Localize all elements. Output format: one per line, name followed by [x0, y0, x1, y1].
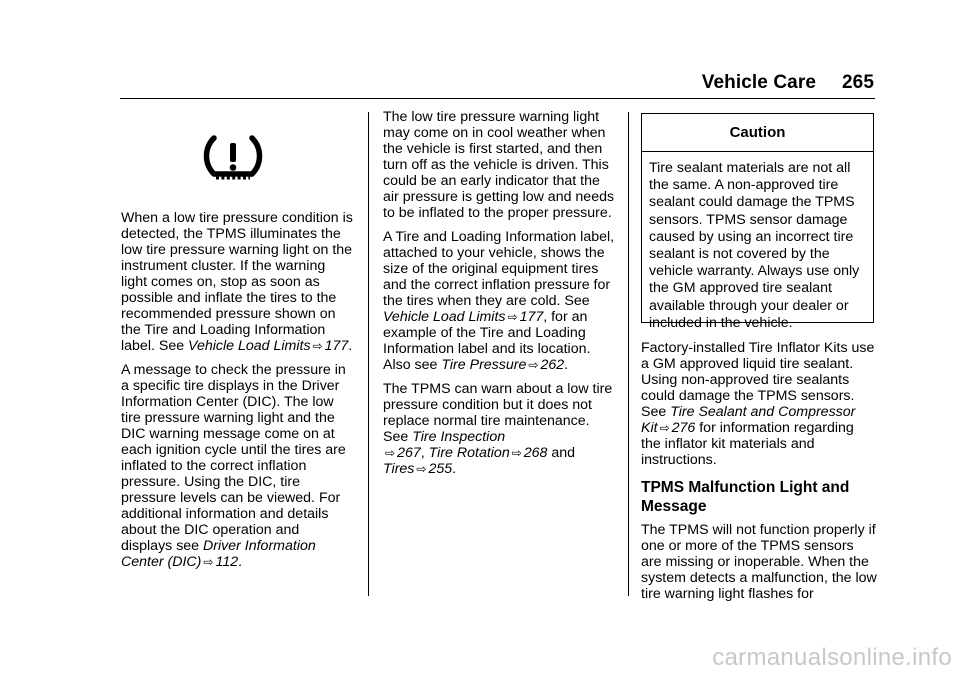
- paragraph: Factory-installed Tire Inflator Kits use a GM approved liquid tire sealant. Using non-approved tire sealants could damage the TPMS sensors. See Tire Sealant and Compressor Kit ⇨ 276 for information regarding the inflator kit materials and instructions.: [641, 340, 875, 468]
- page-reference[interactable]: 112: [215, 554, 239, 570]
- cross-reference-link[interactable]: Vehicle Load Limits: [188, 338, 311, 354]
- page-ref-arrow-icon: ⇨: [511, 446, 522, 460]
- low-tire-pressure-warning-icon: [202, 134, 264, 186]
- page-ref-arrow-icon: ⇨: [507, 310, 518, 324]
- page-reference[interactable]: 276: [671, 420, 696, 436]
- paragraph: The low tire pressure warning light may come on in cool weather when the vehicle is first started, and then turn off as the vehicle is driven. This could be an early indicator that the air pressure is getting low and needs to be inflated to the proper pressure.: [383, 109, 615, 221]
- column-divider-1: [368, 112, 369, 596]
- page-reference[interactable]: 268: [523, 445, 548, 461]
- page-ref-arrow-icon: ⇨: [385, 446, 396, 460]
- paragraph: The TPMS will not function properly if one or more of the TPMS sensors are missing or inoperable. When the system detects a malfunction, the low tire warning light flashes for: [641, 522, 877, 602]
- column-3: [641, 340, 877, 610]
- watermark: carmanualsonline.info: [712, 644, 952, 671]
- section-title: Vehicle Care: [701, 72, 816, 93]
- paragraph: When a low tire pressure condition is detected, the TPMS illuminates the low tire pressure warning light on the instrument cluster. If the warning light comes on, stop as soon as possible and inflate the tires to the recommended pressure shown on the Tire and Loading Information label. See Vehicle Load Limits ⇨ 177.: [121, 210, 353, 354]
- page-ref-arrow-icon: ⇨: [312, 339, 323, 353]
- cross-reference-link[interactable]: Tire Rotation: [428, 445, 510, 461]
- caution-title: Caution: [729, 124, 786, 141]
- paragraph: A Tire and Loading Information label, attached to your vehicle, shows the size of the original equipment tires and the correct inflation pressure for the tires when they are cold. See Vehicle Load Limits ⇨ 177, for an example of the Tire and Loading Information label and its location. Also see Tire Pressure ⇨ 262.: [383, 229, 615, 373]
- page-ref-arrow-icon: ⇨: [528, 358, 539, 372]
- cross-reference-link[interactable]: Tires: [383, 461, 415, 477]
- cross-reference-link[interactable]: Tire Sealant and Compressor Kit: [641, 404, 856, 436]
- cross-reference-link[interactable]: Tire Pressure: [441, 357, 527, 373]
- caution-box: [641, 113, 874, 331]
- page-ref-arrow-icon: ⇨: [659, 421, 670, 435]
- cross-reference-link[interactable]: Tire Inspection: [412, 429, 506, 445]
- cross-reference-link[interactable]: Vehicle Load Limits: [383, 309, 506, 325]
- cross-reference-link[interactable]: Driver Information Center (DIC): [121, 538, 316, 570]
- paragraph: A message to check the pressure in a specific tire displays in the Driver Information Center (DIC). The low tire pressure warning light and the DIC warning message come on at each ignition cycle until the tires are inflated to the correct inflation pressure. Using the DIC, tire pressure levels can be viewed. For additional information and details about the DIC operation and displays see Driver Information Center (DIC) ⇨ 112.: [121, 362, 346, 570]
- page-header: [702, 72, 874, 94]
- column-2: [383, 109, 618, 485]
- page-reference[interactable]: 267: [397, 445, 421, 461]
- page-reference[interactable]: 177: [519, 309, 544, 325]
- caution-body: Tire sealant materials are not all the same. A non-approved tire sealant could damage the TPMS sensors. TPMS sensor damage caused by using an incorrect tire sealant is not covered by the vehicle warranty. Always use only the GM approved tire sealant available through your dealer or included in the vehicle.: [649, 160, 860, 331]
- page-ref-arrow-icon: ⇨: [416, 462, 427, 476]
- page-reference[interactable]: 177: [324, 338, 349, 354]
- paragraph: The TPMS can warn about a low tire pressure condition but it does not replace normal tire maintenance. See Tire Inspection ⇨ 267, Tire Rotation ⇨ 268 and Tires ⇨ 255.: [383, 381, 613, 477]
- page-number: 265: [841, 72, 874, 93]
- column-1: [121, 210, 353, 578]
- page-reference[interactable]: 262: [540, 357, 565, 373]
- column-divider-2: [628, 112, 629, 596]
- page-reference[interactable]: 255: [428, 461, 453, 477]
- section-heading: TPMS Malfunction Light and Message: [641, 479, 850, 515]
- header-rule: [120, 98, 875, 99]
- page-ref-arrow-icon: ⇨: [203, 555, 214, 569]
